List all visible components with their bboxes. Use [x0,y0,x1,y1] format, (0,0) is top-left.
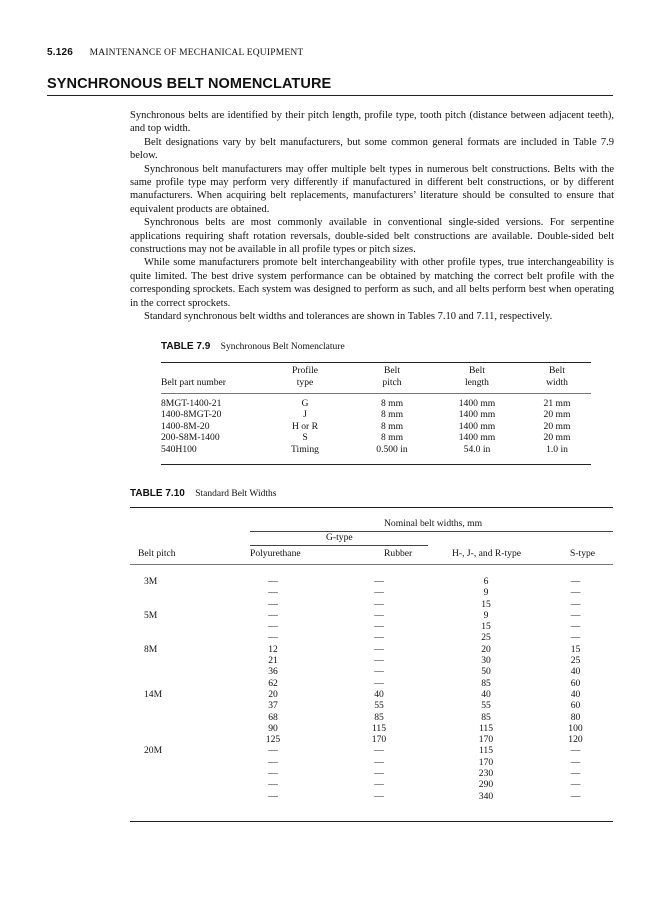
table-cell: — [268,609,278,621]
table-cell: 62 [268,677,278,689]
table-7-10-number: TABLE 7.10 [130,488,185,499]
table-cell: 8M [144,643,158,655]
table-cell [130,734,222,745]
table-cell: 80 [570,711,581,723]
column-header: Polyurethane [250,548,301,559]
table-cell [130,655,222,666]
table-cell: 36 [268,666,278,678]
table-cell [130,791,222,802]
table-7-9-title: Synchronous Belt Nomenclature [220,342,345,352]
table-row [130,599,613,610]
table-cell: 170 [478,756,494,768]
body-text [130,109,614,324]
table-cell: — [268,576,278,587]
table-rule [130,821,613,822]
table-row [130,644,613,655]
table-cell: — [374,677,384,689]
table-cell: 0.500 in [376,443,408,455]
table-7-10-caption [130,488,276,499]
table-cell [130,587,222,598]
table-cell: — [268,632,278,644]
table-rule [250,545,428,546]
table-cell: 68 [268,711,278,723]
table-cell: — [570,632,581,644]
table-cell: 60 [570,700,581,712]
table-7-9-caption [161,341,345,352]
table-cell: 37 [268,700,278,712]
table-cell: 1400 mm [458,409,496,421]
table-cell: 8 mm [380,432,404,444]
paragraph: Synchronous belt manufacturers may offer multiple belt types in numerous belt constructions. Belts with the same profile type may perform very differently if manufactured in different belt constructions, or by different manufacturers. When acquiring belt replacements, manufacturers’ literature should be consulted to ensure that equivalent products are obtained. [130,163,614,215]
table-7-10-body [130,576,613,802]
table-cell: 15 [481,598,491,610]
table-cell: — [570,779,581,791]
table-cell: — [268,768,278,780]
table-cell: 9 [483,587,489,599]
table-cell: — [570,598,581,610]
table-cell: — [374,790,384,802]
section-rule [47,95,613,96]
table-cell: 20M [144,745,163,757]
table-rule [161,393,591,394]
column-header: Rubber [384,548,413,559]
table-cell: 25 [481,632,491,644]
paragraph: While some manufacturers promote belt interchangeability with other profile types, true interchangeability is quite limited. The best drive system performance can be obtained by matching the correct belt profile with the corresponding sprockets. Each system was designed to perform as such, and all belts perform best when operating in the correct sprockets. [130,257,614,309]
table-row [161,421,591,432]
table-cell [130,678,222,689]
running-header [47,47,303,58]
table-7-9-header [161,362,591,393]
table-cell: — [374,756,384,768]
table-cell: — [570,745,581,757]
table-cell: — [374,621,384,633]
table-cell [130,779,222,790]
table-cell: — [570,790,581,802]
table-cell: 115 [371,722,387,734]
table-cell [130,632,222,643]
table-7-9-body [161,398,591,455]
column-header: Belt part number [161,377,227,388]
table-cell: — [570,576,581,587]
table-cell: 1.0 in [546,443,568,455]
table-cell: 12 [268,643,278,655]
column-header: Profile type [291,365,319,388]
table-rule [130,564,613,565]
subgroup-header: G-type [326,532,353,543]
table-cell: H or R [291,420,319,432]
table-cell: 125 [265,734,281,746]
table-row [130,666,613,677]
table-row [130,779,613,790]
table-cell: G [301,398,309,409]
table-row [130,700,613,711]
table-cell: 170 [371,734,387,746]
table-cell: 8MGT-1400-21 [161,398,222,409]
table-cell: 40 [481,688,491,700]
table-cell: — [570,621,581,633]
table-cell [130,757,222,768]
table-row [161,432,591,443]
table-cell: — [374,768,384,780]
table-cell: 3M [144,576,158,587]
table-cell: 8 mm [380,398,404,409]
table-cell: 30 [481,655,491,667]
table-row [130,734,613,745]
table-row [130,632,613,643]
table-cell: — [268,745,278,757]
table-cell: — [570,609,581,621]
table-cell [130,599,222,610]
table-cell: — [268,779,278,791]
table-row [130,745,613,756]
table-cell: — [374,655,384,667]
table-cell: 21 [268,655,278,667]
table-cell: 85 [481,677,491,689]
table-row [161,409,591,420]
table-cell: 20 mm [543,432,571,444]
table-cell: — [570,768,581,780]
table-cell: — [374,576,384,587]
table-cell: — [374,666,384,678]
table-cell: 100 [568,722,583,734]
table-cell: 1400 mm [458,398,496,409]
table-row [161,398,591,409]
column-header: Belt length [465,365,489,388]
running-title: MAINTENANCE OF MECHANICAL EQUIPMENT [89,48,304,58]
table-cell: 20 [268,688,278,700]
page-number: 5.126 [47,47,74,58]
table-row [130,576,613,587]
table-cell: 8 mm [380,420,404,432]
table-row [130,621,613,632]
table-cell: — [570,756,581,768]
table-cell [130,712,222,723]
table-cell: 200-S8M-1400 [161,432,220,444]
table-cell: — [374,609,384,621]
table-cell: — [268,621,278,633]
table-7-10-title: Standard Belt Widths [195,489,277,499]
table-cell: — [268,598,278,610]
table-cell: 40 [374,688,384,700]
table-cell [130,666,222,677]
table-cell: 85 [481,711,491,723]
paragraph: Standard synchronous belt widths and tolerances are shown in Tables 7.10 and 7.11, respectively. [144,311,553,323]
table-cell: 20 mm [543,409,571,421]
table-cell: 1400-8M-20 [161,420,210,432]
table-cell: 54.0 in [463,443,491,455]
table-row [161,444,591,455]
table-cell: — [374,598,384,610]
table-cell: 8 mm [380,409,404,421]
table-cell: 230 [478,768,494,780]
table-cell: 1400-8MGT-20 [161,409,222,421]
table-row [130,610,613,621]
table-row [130,757,613,768]
table-cell [130,723,222,734]
table-rule [130,507,613,508]
column-header: Belt width [546,365,568,388]
table-cell [130,768,222,779]
paragraph: Synchronous belts are most commonly available in conventional single-sided versions. For serpentine applications requiring shaft rotation reversals, double-sided belt constructions are available. Double-sided belt constructions may not be available in all profile types or pitch sizes. [130,217,614,256]
table-row [130,768,613,779]
table-row [130,791,613,802]
table-cell: 340 [478,790,494,802]
column-header: Belt pitch [138,548,176,559]
table-cell: — [374,587,384,599]
column-header: S-type [570,548,596,559]
table-cell: 60 [570,677,581,689]
column-header: H-, J-, and R-type [452,548,522,559]
table-cell: 55 [481,700,491,712]
table-cell: 21 mm [543,398,571,409]
table-row [130,655,613,666]
table-cell: — [374,779,384,791]
table-cell: 20 [481,643,491,655]
table-cell: 25 [570,655,581,667]
table-cell [130,700,222,711]
table-rule [161,464,591,465]
table-cell: 115 [478,745,494,757]
table-cell: 1400 mm [458,432,496,444]
table-cell: 170 [478,734,494,746]
paragraph: Belt designations vary by belt manufacturers, but some common general formats are included in Table 7.9 below. [130,136,614,162]
table-cell: 5M [144,609,158,621]
table-cell: J [303,409,307,421]
table-cell: 115 [478,722,494,734]
table-cell: — [374,745,384,757]
table-cell: 85 [374,711,384,723]
table-cell: 50 [481,666,491,678]
section-title: SYNCHRONOUS BELT NOMENCLATURE [47,76,332,92]
table-row [130,587,613,598]
column-header: Belt pitch [382,365,402,388]
table-cell: 14M [144,688,163,700]
table-7-9-number: TABLE 7.9 [161,341,211,352]
table-cell: 40 [570,666,581,678]
table-cell: 15 [481,621,491,633]
table-cell: 6 [483,576,489,587]
table-row [130,689,613,700]
table-cell: — [268,756,278,768]
table-cell: 120 [568,734,583,746]
table-cell: 1400 mm [458,420,496,432]
table-cell: 540H100 [161,443,197,455]
table-cell: — [570,587,581,599]
table-row [130,712,613,723]
table-cell: 9 [483,609,489,621]
table-cell: Timing [291,443,319,455]
table-cell: — [268,587,278,599]
table-cell: 40 [570,688,581,700]
table-cell: — [374,632,384,644]
table-rule [250,531,613,532]
table-cell: — [374,643,384,655]
table-cell: 15 [570,643,581,655]
table-cell: 55 [374,700,384,712]
table-row [130,678,613,689]
table-cell: S [302,432,308,444]
paragraph: Synchronous belts are identified by their pitch length, profile type, tooth pitch (distance between adjacent teeth), and top width. [130,110,614,135]
group-header: Nominal belt widths, mm [384,518,483,529]
table-cell: 20 mm [543,420,571,432]
table-cell: 290 [478,779,494,791]
table-cell: 90 [268,722,278,734]
table-row [130,723,613,734]
table-cell: — [268,790,278,802]
table-cell [130,621,222,632]
